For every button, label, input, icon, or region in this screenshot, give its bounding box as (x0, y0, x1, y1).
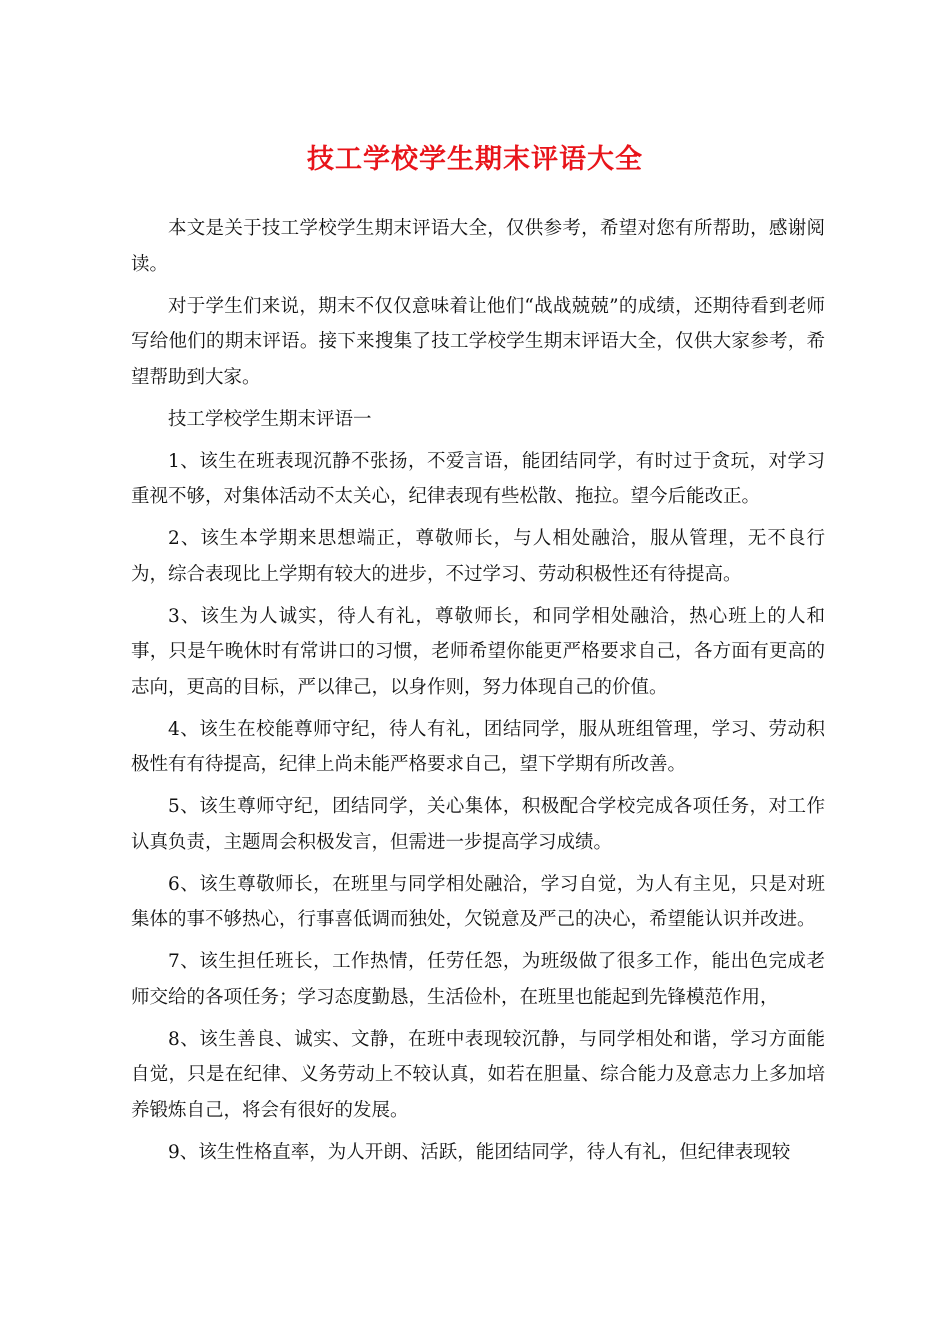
comment-paragraph: 5、该生尊师守纪，团结同学，关心集体，积极配合学校完成各项任务，对工作认真负责，主题周会积极发言，但需进一步提高学习成绩。 (131, 796, 825, 853)
comment-paragraph: 7、该生担任班长，工作热情，任劳任怨，为班级做了很多工作，能出色完成老师交给的各项任务；学习态度勤恳，生活俭朴，在班里也能起到先锋模范作用， (131, 951, 825, 1008)
document-body (131, 211, 825, 1177)
section-heading: 技工学校学生期末评语一 (168, 408, 372, 430)
intro-paragraph: 对于学生们来说，期末不仅仅意味着让他们“战战兢兢”的成绩，还期待看到老师写给他们的期末评语。接下来搜集了技工学校学生期末评语大全，仅供大家参考，希望帮助到大家。 (131, 295, 825, 388)
intro-paragraph: 本文是关于技工学校学生期末评语大全，仅供参考，希望对您有所帮助，感谢阅读。 (131, 218, 825, 275)
comment-paragraph: 9、该生性格直率，为人开朗、活跃，能团结同学，待人有礼，但纪律表现较 (168, 1141, 791, 1163)
comment-paragraph: 3、该生为人诚实，待人有礼，尊敬师长，和同学相处融洽，热心班上的人和事，只是午晚休时有常讲口的习惯，老师希望你能更严格要求自己，各方面有更高的志向，更高的目标，严以律己，以身作则，努力体现自己的价值。 (131, 605, 825, 698)
comment-paragraph: 6、该生尊敬师长，在班里与同学相处融洽，学习自觉，为人有主见，只是对班集体的事不够热心，行事喜低调而独处，欠锐意及严己的决心，希望能认识并改进。 (131, 873, 825, 930)
comment-paragraph: 4、该生在校能尊师守纪，待人有礼，团结同学，服从班组管理，学习、劳动积极性有有待提高，纪律上尚未能严格要求自己，望下学期有所改善。 (131, 718, 825, 775)
comment-paragraph: 8、该生善良、诚实、文静，在班中表现较沉静，与同学相处和谐，学习方面能自觉，只是在纪律、义务劳动上不较认真，如若在胆量、综合能力及意志力上多加培养锻炼自己，将会有很好的发展。 (131, 1028, 825, 1121)
comment-paragraph: 2、该生本学期来思想端正，尊敬师长，与人相处融洽，服从管理，无不良行为，综合表现比上学期有较大的进步，不过学习、劳动积极性还有待提高。 (131, 528, 825, 585)
document-title: 技工学校学生期末评语大全 (307, 144, 643, 175)
comment-paragraph: 1、该生在班表现沉静不张扬，不爱言语，能团结同学，有时过于贪玩，对学习重视不够，对集体活动不太关心，纪律表现有些松散、拖拉。望今后能改正。 (131, 450, 825, 507)
